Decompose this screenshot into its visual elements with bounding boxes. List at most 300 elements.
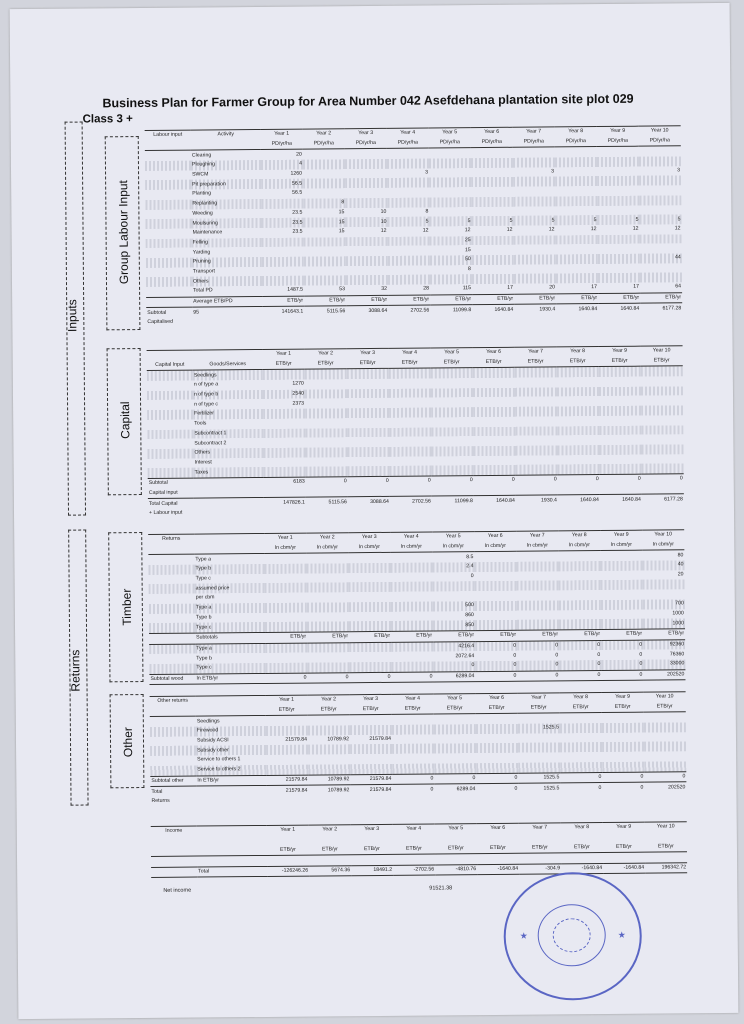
table-cell: ETB/yr [388,295,430,306]
table-cell [149,623,195,634]
table-cell: 5 [639,214,681,224]
table-cell [305,418,347,428]
table-cell: 2540 [263,389,305,399]
table-cell [431,398,473,408]
table-cell [557,416,599,426]
table-cell [516,551,558,562]
table-cell: Capital input [148,489,178,496]
table-cell [473,417,515,427]
table-cell [516,465,558,476]
table-cell [644,751,686,761]
table-cell: 6289.04 [456,785,476,792]
table-cell: 0 [559,670,601,681]
table-cell [476,734,518,744]
table-cell: 6177.28 [642,494,684,505]
table-cell [391,621,433,632]
table-cell [306,457,348,467]
other-table [150,691,687,806]
table-cell: Activity [191,129,261,140]
table-cell [601,609,643,619]
table-cell: Returns [151,798,170,805]
table-cell [307,592,349,602]
table-cell: 5 [387,217,429,227]
table-cell [304,237,346,247]
table-cell: 5115.56 [306,497,348,508]
table-cell [262,266,304,276]
table-cell: Labour input [145,130,191,141]
table-cell: -126246.26 [267,866,309,877]
table-cell [597,205,639,215]
table-cell [392,754,434,764]
table-cell [645,832,687,842]
table-cell [391,611,433,621]
table-cell [434,724,476,734]
table-cell [304,246,346,256]
table-cell [518,733,560,743]
table-cell: 3 [677,167,681,174]
table-cell [388,275,430,285]
table-cell: Seedlings [193,370,263,381]
table-cell [392,744,434,754]
group-labour-label: Group Labour Input [116,180,132,285]
table-cell: 1930.4 [516,495,558,506]
table-cell [146,248,192,258]
table-cell [347,408,389,418]
table-cell: 8.5 [466,553,474,560]
table-cell: 0 [392,773,434,784]
table-cell [150,756,196,766]
table-cell: PD/yr/ha [345,139,387,150]
table-cell [434,744,476,754]
table-cell: 1640.84 [558,495,600,506]
table-cell: 17 [591,284,598,291]
table-cell [559,580,601,590]
table-cell [308,754,350,764]
table-cell [150,736,196,746]
table-cell: 0 [517,671,559,682]
table-cell [518,743,560,753]
table-cell [472,255,514,265]
table-cell: 3088.64 [348,497,390,508]
table-cell: 0 [598,784,602,791]
table-cell: Goods/Services [193,360,263,371]
table-cell [639,205,681,215]
net-income-label: Net income [163,887,192,894]
table-cell [150,746,196,756]
table-cell: Year 1 [266,695,308,706]
table-cell [266,715,308,726]
table-cell [147,400,193,410]
table-cell [145,161,191,171]
table-cell [147,410,193,420]
table-cell: Type b [195,614,212,621]
table-cell [558,551,600,562]
table-cell [393,854,435,865]
table-cell [303,159,345,169]
table-cell [306,553,348,564]
table-cell: -2702.56 [393,865,435,876]
table-cell: 141643.1 [262,306,304,317]
table-cell [305,437,347,447]
table-cell [345,188,387,198]
stamp-star-icon: ★ [519,930,528,941]
table-cell [145,150,191,161]
table-cell [560,742,602,752]
table-cell [305,399,347,409]
table-cell: Type c [195,575,211,582]
table-cell [516,455,558,465]
table-cell [434,753,476,763]
table-cell: 1525.5 [518,772,560,783]
table-cell: ETB/yr [476,703,518,714]
table-cell [149,633,195,644]
table-cell [431,427,473,437]
table-cell: Total Capital [148,498,194,509]
table-cell: 1260 [290,170,303,177]
table-cell: Year 3 [351,824,393,835]
table-cell [518,713,560,724]
table-cell: Total [197,866,267,877]
table-cell: 76360 [669,650,685,658]
table-cell [429,187,471,197]
table-cell [388,255,430,265]
table-cell [304,266,346,276]
table-cell [349,662,391,673]
table-cell: 500 [433,601,475,611]
table-cell [261,198,303,208]
table-cell [471,187,513,197]
table-cell [147,448,193,458]
table-cell [388,265,430,275]
table-cell [644,712,686,723]
table-cell [556,264,598,274]
table-cell [349,642,391,653]
table-cell [391,592,433,602]
table-cell [350,715,392,726]
table-cell: 28 [423,285,430,292]
table-cell: assumed price [195,583,265,593]
table-cell [435,834,477,844]
table-cell [145,140,191,151]
table-cell [308,725,350,735]
table-cell [307,583,349,593]
table-cell [555,176,597,186]
table-cell [475,601,517,611]
table-cell [389,388,431,398]
table-cell: Year 3 [350,694,392,705]
table-cell [307,621,349,632]
table-cell [350,764,392,775]
table-cell: PD/yr/ha [303,139,345,150]
table-cell [393,834,435,844]
table-cell [597,157,639,167]
table-cell: 700 [643,599,685,609]
table-cell [556,235,598,245]
table-cell: 115 [462,285,472,292]
table-cell [471,206,513,216]
table-cell: ETB/yr [267,845,309,856]
table-cell: 32 [381,286,388,293]
table-cell: 12 [506,226,513,234]
table-cell [559,619,601,630]
table-cell: Year 4 [389,348,431,359]
table-cell [263,369,305,380]
table-cell [266,764,308,775]
table-cell [431,368,473,379]
table-cell [346,265,388,275]
table-cell [389,408,431,418]
table-cell: n of type a [193,381,219,388]
table-cell: 0 [639,651,643,658]
table-cell [597,166,639,176]
table-cell: Fertilizer [193,409,263,419]
table-cell [305,369,347,380]
table-cell [390,563,432,573]
table-cell [603,832,645,842]
table-cell [600,464,642,475]
table-cell: Year 7 [519,823,561,834]
table-cell [476,763,518,774]
table-cell [149,613,195,623]
table-cell [303,188,345,198]
table-cell: Capitalised [147,319,174,326]
table-cell [473,436,515,446]
table-cell [266,755,308,765]
table-cell: 0 [601,640,643,651]
table-cell [196,695,266,706]
table-cell: ETB/yr [308,705,350,716]
table-cell: PD/yr/ha [639,136,681,147]
table-cell [599,445,641,455]
table-cell: Year 10 [645,822,687,833]
table-cell: 0 [430,786,434,793]
table-cell: 0 [559,660,601,671]
table-cell: 1640.84 [556,304,598,315]
table-cell: 5115.56 [304,306,346,317]
table-cell: ETB/yr [305,359,347,370]
table-cell: 1640.84 [474,496,516,507]
table-cell: Year 8 [558,531,600,542]
table-cell: Subsidy other [196,745,266,755]
table-cell: 10 [380,208,387,215]
table-cell: 64 [675,283,682,290]
table-cell [515,407,557,417]
table-cell: 1270 [292,381,304,388]
table-cell [304,256,346,266]
table-cell: 0 [475,671,517,682]
table-cell [191,140,261,151]
table-cell [559,600,601,610]
table-cell: 40 [642,560,684,570]
table-cell [601,580,643,590]
table-cell [473,426,515,436]
table-cell [391,642,433,653]
table-cell: ETB/yr [557,357,599,368]
table-cell: 15 [303,217,345,227]
table-cell [197,836,267,846]
table-cell: 0 [434,773,476,784]
table-cell [348,466,390,477]
table-cell: Total PD [193,287,213,294]
table-cell [599,425,641,435]
table-cell: 1525.5 [543,784,560,792]
table-cell [305,379,347,389]
table-cell: In cbm/yr [432,542,474,553]
table-cell: Year 2 [308,695,350,706]
table-cell [263,428,305,438]
document-sheet [10,3,739,1019]
table-cell [598,244,640,254]
table-cell: 56.5 [261,179,303,189]
table-cell [434,734,476,744]
table-cell: Year 10 [644,692,686,703]
table-cell [345,149,387,160]
table-cell [150,765,196,776]
table-cell: Type b [196,655,212,662]
table-cell [514,235,556,245]
table-cell: 21579.84 [266,775,308,786]
table-cell [639,195,681,205]
table-cell [429,207,471,217]
table-cell: Year 5 [434,694,476,705]
table-cell: Type c [195,663,265,674]
table-cell: 92360 [643,639,685,650]
table-cell [347,418,389,428]
table-cell [600,454,642,464]
table-cell: 0 [601,660,643,671]
table-cell: Total [151,788,163,795]
table-cell: 17 [633,284,640,291]
table-cell [558,464,600,475]
table-cell [346,256,388,266]
table-cell [515,367,557,378]
table-cell: 5674.36 [309,865,351,876]
table-cell [147,350,193,361]
table-cell [519,853,561,864]
table-cell [197,825,267,836]
table-cell [517,581,559,591]
table-cell [474,552,516,563]
table-cell: Year 6 [477,823,519,834]
table-cell [347,398,389,408]
table-cell: 147826.1 [264,497,306,508]
table-cell [391,572,433,582]
table-cell [601,590,643,600]
table-cell: Ploughing [191,160,261,170]
document-title: Business Plan for Farmer Group for Area Number 042 Asefdehana plantation site plot 029 [102,91,634,111]
table-cell [145,190,191,200]
table-cell: 0 [516,475,558,486]
table-cell [433,591,475,601]
table-cell: 3 [425,169,429,176]
table-cell [391,652,433,662]
table-cell [392,734,434,744]
table-cell: ETB/yr [309,845,351,856]
table-cell: 0 [349,672,391,683]
table-cell: -1640.84 [603,863,645,874]
table-cell [387,197,429,207]
official-stamp [503,872,642,1001]
table-cell [431,407,473,417]
table-cell [641,415,683,425]
table-cell: 196342.72 [645,863,687,874]
table-cell: In ETB/yr [195,673,265,684]
table-cell [641,376,683,386]
table-cell [196,786,266,797]
table-cell: 0 [307,672,349,683]
table-cell [602,713,644,724]
table-cell [560,733,602,743]
table-cell: Average ETB/PD [192,296,262,307]
table-cell: ETB/yr [472,294,514,305]
table-cell: -1640.84 [477,864,519,875]
table-cell: 0 [560,772,602,783]
table-cell: ETB/yr [603,842,645,853]
table-cell [599,377,641,387]
table-cell: ETB/yr [266,705,308,716]
table-cell: 11099.8 [430,305,472,316]
table-cell [263,438,305,448]
table-cell: 1000 [672,610,684,617]
table-cell [513,147,555,158]
table-cell: Year 7 [516,531,558,542]
table-cell: 0 [597,651,601,658]
table-cell [264,467,306,478]
table-cell [303,149,345,160]
table-cell [349,592,391,602]
capital-label: Capital [118,401,133,439]
table-cell [307,602,349,612]
table-cell [640,234,682,244]
table-cell: Year 1 [261,129,303,140]
table-cell: ETB/yr [556,293,598,304]
table-cell: ETB/yr [433,630,475,641]
table-cell: Type a [195,556,212,563]
table-cell: 2.4 [432,562,474,572]
stamp-star-icon: ★ [617,929,626,940]
table-cell [515,387,557,397]
table-cell [263,409,305,419]
table-cell: 12 [464,227,471,234]
table-cell: Seedlings [196,718,220,725]
table-cell [194,533,264,544]
table-cell: ETB/yr [475,630,517,641]
table-cell: 2072.64 [455,652,475,659]
table-cell: 0 [348,476,390,487]
table-cell: 6183 [264,477,306,488]
table-cell [513,177,555,187]
table-cell [429,158,471,168]
table-cell [555,167,597,177]
table-cell [307,573,349,583]
table-cell [349,611,391,621]
table-cell [147,439,193,449]
table-cell: Pruning [192,257,262,267]
table-cell: Year 8 [561,823,603,834]
table-cell [305,389,347,399]
table-cell [387,159,429,169]
table-cell: 21579.84 [285,736,308,743]
table-cell [145,209,191,219]
table-cell [643,580,685,590]
table-cell [431,388,473,398]
table-cell: 3 [551,168,555,175]
table-cell: ETB/yr [641,356,683,367]
table-cell [264,553,306,564]
table-cell: n of type b [193,390,263,400]
timber-label: Timber [119,588,134,626]
table-cell [515,436,557,446]
